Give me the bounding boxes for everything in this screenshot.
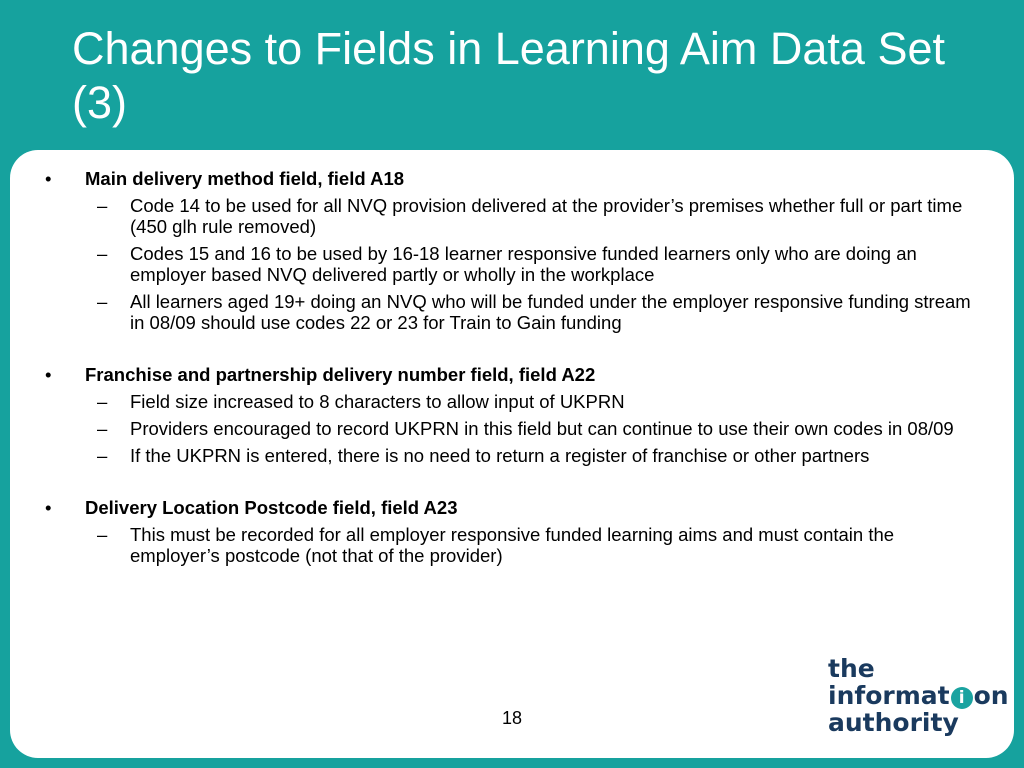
sub-list [45, 524, 985, 566]
bullet-icon: • [45, 364, 52, 385]
list-item-text: All learners aged 19+ doing an NVQ who will be funded under the employer responsive funding stream in 08/09 should use codes 22 or 23 for Train to Gain funding [130, 291, 971, 333]
list-item [45, 291, 985, 333]
list-item-text: This must be recorded for all employer responsive funded learning aims and must contain the employer’s postcode (not that of the provider) [130, 524, 895, 566]
list-item-text: Providers encouraged to record UKPRN in this field but can continue to use their own codes in 08/09 [130, 418, 954, 439]
list-item [45, 391, 985, 412]
dash-icon: – [97, 445, 108, 466]
dash-icon: – [97, 524, 108, 545]
sub-list [45, 195, 985, 333]
information-authority-logo [828, 655, 1009, 736]
dash-icon: – [97, 418, 108, 439]
list-item [45, 243, 985, 285]
list-item-text: Field size increased to 8 characters to allow input of UKPRN [130, 391, 625, 412]
logo-line: the [828, 654, 875, 683]
bullet-row [45, 497, 985, 518]
info-i-icon: i [951, 687, 973, 709]
dash-icon: – [97, 243, 108, 264]
list-item [45, 418, 985, 439]
section-heading: Main delivery method field, field A18 [85, 168, 405, 189]
section-a22 [45, 364, 985, 466]
logo-text: informat [828, 681, 950, 710]
bullet-row [45, 364, 985, 385]
slide-content [45, 168, 985, 597]
list-item [45, 445, 985, 466]
bullet-row [45, 168, 985, 189]
section-a23 [45, 497, 985, 566]
slide-title: Changes to Fields in Learning Aim Data Set (3) [72, 23, 945, 128]
section-heading: Delivery Location Postcode field, field A23 [85, 497, 458, 518]
dash-icon: – [97, 391, 108, 412]
dash-icon: – [97, 195, 108, 216]
sub-list [45, 391, 985, 466]
logo-line [828, 682, 1009, 709]
list-item [45, 195, 985, 237]
list-item-text: Codes 15 and 16 to be used by 16-18 learner responsive funded learners only who are doing an employer based NVQ delivered partly or wholly in the workplace [130, 243, 917, 285]
list-item [45, 524, 985, 566]
page-number: 18 [501, 708, 523, 728]
logo-line: authority [828, 708, 959, 737]
list-item-text: If the UKPRN is entered, there is no need to return a register of franchise or other partners [130, 445, 870, 466]
dash-icon: – [97, 291, 108, 312]
bullet-icon: • [45, 168, 52, 189]
bullet-icon: • [45, 497, 52, 518]
section-a18 [45, 168, 985, 333]
section-heading: Franchise and partnership delivery number field, field A22 [85, 364, 596, 385]
logo-text: on [973, 681, 1009, 710]
list-item-text: Code 14 to be used for all NVQ provision delivered at the provider’s premises whether full or part time (450 glh rule removed) [130, 195, 963, 237]
